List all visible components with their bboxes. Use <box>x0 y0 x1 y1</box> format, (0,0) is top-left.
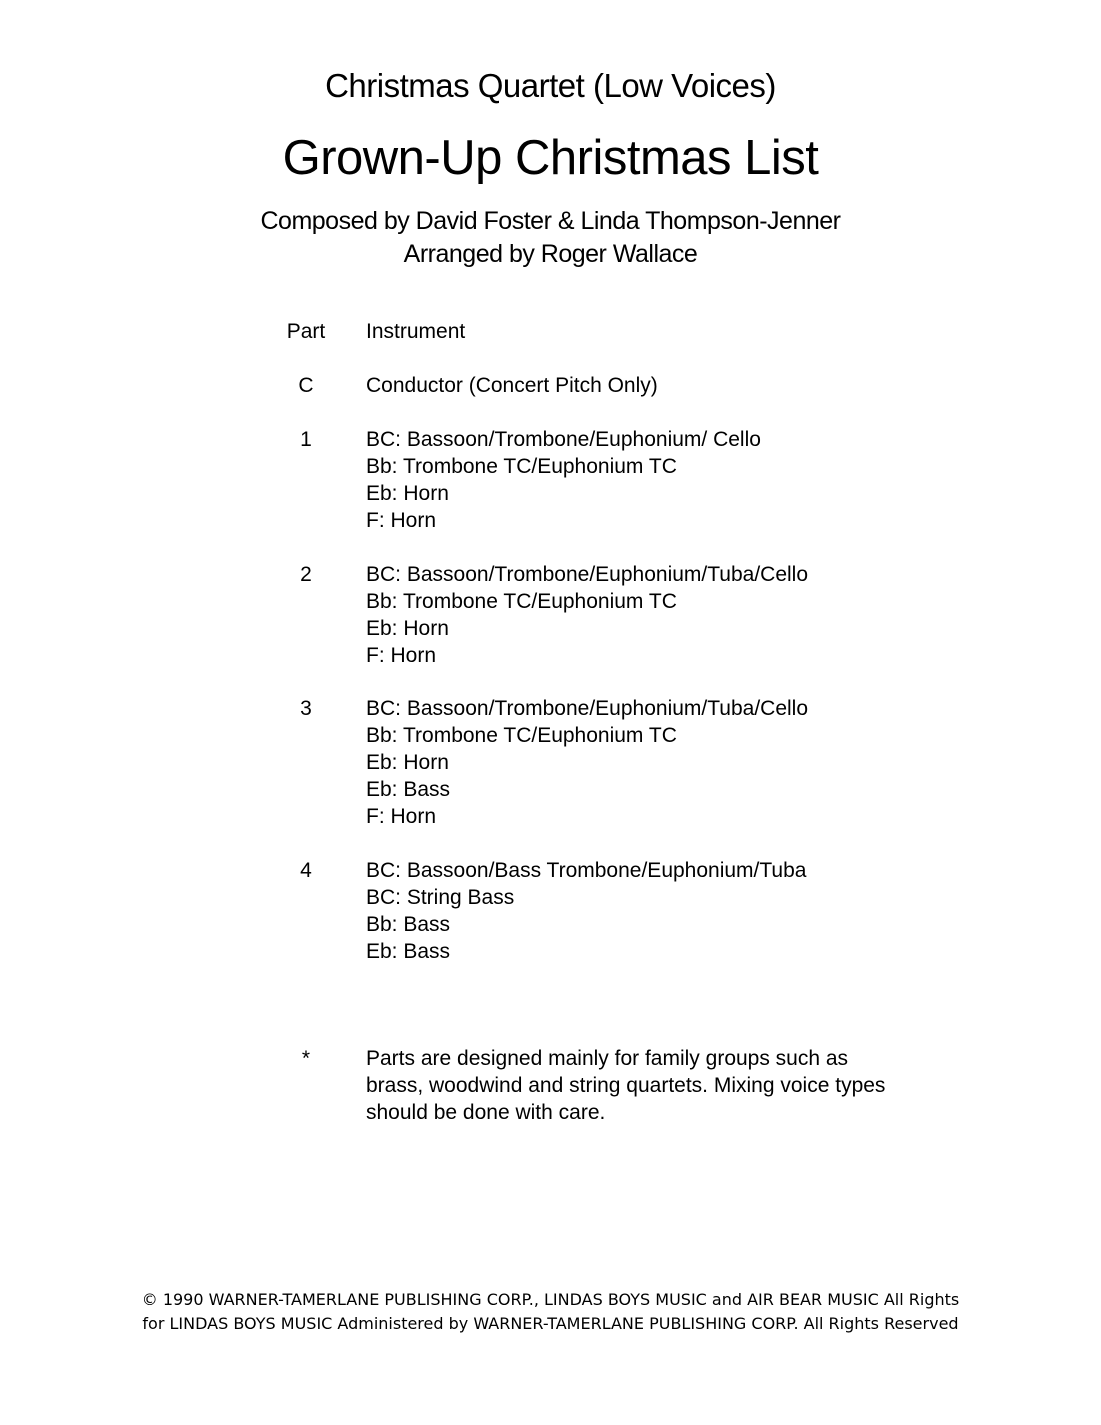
instrument-item: Bb: Bass <box>366 913 451 936</box>
instrument-item: F: Horn <box>366 644 437 667</box>
instrument-item: Eb: Horn <box>366 482 449 505</box>
part-number: 1 <box>300 428 312 451</box>
instrument-item: BC: String Bass <box>366 886 515 909</box>
instrument-list <box>366 695 808 830</box>
part-number: 2 <box>300 563 312 586</box>
instrument-column-header: Instrument <box>366 320 466 343</box>
instrument-item: Eb: Horn <box>366 617 449 640</box>
note-text: Parts are designed mainly for family groups such as brass, woodwind and string quartets. Mixing voice types should be done with care. <box>366 1047 886 1124</box>
instrument-item: F: Horn <box>366 509 437 532</box>
copyright-line-2: for LINDAS BOYS MUSIC Administered by WARNER-TAMERLANE PUBLISHING CORP. All Rights Reserved <box>142 1314 959 1333</box>
instrument-item: BC: Bassoon/Trombone/Euphonium/ Cello <box>366 428 761 451</box>
arranger-credit: Arranged by Roger Wallace <box>403 240 698 268</box>
instrument-item: BC: Bassoon/Bass Trombone/Euphonium/Tuba <box>366 859 807 882</box>
page-title: Grown-Up Christmas List <box>282 131 819 185</box>
composer-credit: Composed by David Foster & Linda Thompson-Jenner <box>260 207 841 235</box>
part-number: C <box>298 374 314 397</box>
copyright-line-1: © 1990 WARNER-TAMERLANE PUBLISHING CORP., LINDAS BOYS MUSIC and AIR BEAR MUSIC All Rights <box>141 1290 960 1309</box>
part-number: 3 <box>300 697 312 720</box>
instrument-item: Eb: Bass <box>366 940 451 963</box>
instrument-item: Bb: Trombone TC/Euphonium TC <box>366 455 677 478</box>
instrument-item: Bb: Trombone TC/Euphonium TC <box>366 590 677 613</box>
instrument-item: Eb: Bass <box>366 778 451 801</box>
instrument-item: BC: Bassoon/Trombone/Euphonium/Tuba/Cello <box>366 697 809 720</box>
instrument-list <box>366 561 808 669</box>
series-title: Christmas Quartet (Low Voices) <box>325 67 776 104</box>
instrument-list <box>366 857 806 965</box>
note-marker: * <box>301 1047 311 1070</box>
instrument-item: Conductor (Concert Pitch Only) <box>366 374 658 397</box>
instrument-item: BC: Bassoon/Trombone/Euphonium/Tuba/Cello <box>366 563 809 586</box>
part-number: 4 <box>300 859 312 882</box>
instrument-item: Bb: Trombone TC/Euphonium TC <box>366 724 677 747</box>
instrument-item: F: Horn <box>366 805 437 828</box>
instrument-list <box>366 426 761 534</box>
copyright-footer <box>0 1288 1101 1336</box>
instrument-list <box>366 372 658 399</box>
instrument-item: Eb: Horn <box>366 751 449 774</box>
part-column-header: Part <box>286 320 326 343</box>
credits <box>0 205 1101 271</box>
